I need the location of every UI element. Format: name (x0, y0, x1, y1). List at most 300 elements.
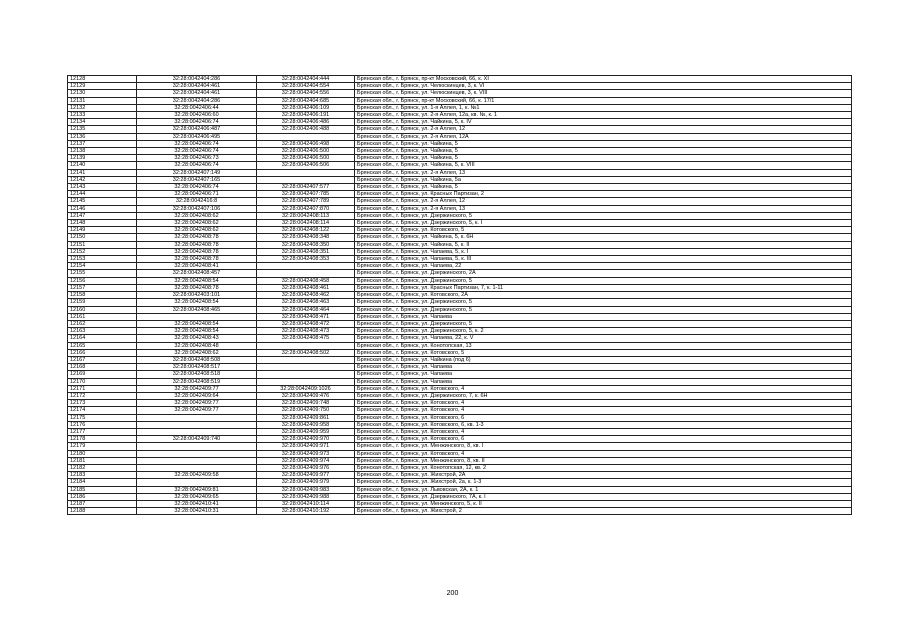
address-cell: Брянская обл., г. Брянск, ул. Жихстрой, 2а, к. 1-3 (355, 479, 852, 486)
table-row (68, 270, 852, 277)
table-row (68, 378, 852, 385)
row-number-cell: 12166 (68, 349, 137, 356)
table-row (68, 493, 852, 500)
object-cadastral-number-cell: 32:28:0042408:471 (257, 313, 355, 320)
cadastral-number-cell: 32:28:0042408:62 (137, 220, 257, 227)
cadastral-number-cell: 32:28:0042416:8 (137, 198, 257, 205)
row-number-cell: 12176 (68, 421, 137, 428)
object-cadastral-number-cell: 32:28:0042410:192 (257, 508, 355, 515)
table-row (68, 349, 852, 356)
row-number-cell: 12174 (68, 407, 137, 414)
cadastral-number-cell: 32:28:0042410:41 (137, 500, 257, 507)
cadastral-number-cell (137, 457, 257, 464)
row-number-cell: 12139 (68, 155, 137, 162)
table-row (68, 148, 852, 155)
object-cadastral-number-cell: 32:28:0042409:977 (257, 472, 355, 479)
row-number-cell: 12145 (68, 198, 137, 205)
object-cadastral-number-cell: 32:28:0042408:353 (257, 256, 355, 263)
object-cadastral-number-cell: 32:28:0042409:979 (257, 479, 355, 486)
cadastral-number-cell: 32:28:0042409:77 (137, 385, 257, 392)
object-cadastral-number-cell: 32:28:0042410:114 (257, 500, 355, 507)
address-cell: Брянская обл., г. Брянск, ул. Чапаева, 5, к. I (355, 248, 852, 255)
table-row (68, 292, 852, 299)
object-cadastral-number-cell: 32:28:0042407:870 (257, 205, 355, 212)
address-cell: Брянская обл., г. Брянск, ул. 2-я Аллея, 12а, кв. №, к. 1 (355, 112, 852, 119)
row-number-cell: 12178 (68, 436, 137, 443)
row-number-cell: 12168 (68, 364, 137, 371)
page-number: 200 (446, 590, 459, 597)
table-row (68, 464, 852, 471)
row-number-cell: 12157 (68, 284, 137, 291)
table-row (68, 299, 852, 306)
cadastral-number-cell: 32:28:0042409:58 (137, 472, 257, 479)
row-number-cell: 12136 (68, 133, 137, 140)
object-cadastral-number-cell (257, 371, 355, 378)
row-number-cell: 12137 (68, 140, 137, 147)
cadastral-number-cell: 32:28:0042407:165 (137, 176, 257, 183)
object-cadastral-number-cell: 32:28:0042409:476 (257, 392, 355, 399)
object-cadastral-number-cell (257, 356, 355, 363)
table-row (68, 472, 852, 479)
row-number-cell: 12188 (68, 508, 137, 515)
object-cadastral-number-cell (257, 263, 355, 270)
row-number-cell: 12140 (68, 162, 137, 169)
row-number-cell: 12154 (68, 263, 137, 270)
cadastral-number-cell: 32:28:0042408:465 (137, 306, 257, 313)
address-cell: Брянская обл., г. Брянск, пр-кт Московский, 66, к. XI (355, 76, 852, 83)
address-cell: Брянская обл., г. Брянск, ул. Конотопская, 12, кв. 2 (355, 464, 852, 471)
row-number-cell: 12173 (68, 400, 137, 407)
object-cadastral-number-cell: 32:28:0042406:500 (257, 148, 355, 155)
object-cadastral-number-cell: 32:28:0042409:748 (257, 400, 355, 407)
object-cadastral-number-cell: 32:28:0042406:109 (257, 104, 355, 111)
object-cadastral-number-cell: 32:28:0042408:502 (257, 349, 355, 356)
cadastral-number-cell (137, 464, 257, 471)
cadastral-number-cell: 32:28:0042407:149 (137, 169, 257, 176)
object-cadastral-number-cell: 32:28:0042409:983 (257, 486, 355, 493)
address-cell: Брянская обл., г. Брянск, ул. 2-я Аллея, 12А (355, 133, 852, 140)
address-cell: Брянская обл., г. Брянск, ул. Львовская, 2А, к. 1 (355, 486, 852, 493)
address-cell: Брянская обл., г. Брянск, ул. Менжинского, 8, кв. I (355, 443, 852, 450)
registry-table (67, 75, 852, 515)
address-cell: Брянская обл., г. Брянск, ул. 2-я Аллея, 12 (355, 126, 852, 133)
object-cadastral-number-cell: 32:28:0042409:988 (257, 493, 355, 500)
object-cadastral-number-cell: 32:28:0042409:971 (257, 443, 355, 450)
address-cell: Брянская обл., г. Брянск, ул. Котовского, 4 (355, 400, 852, 407)
object-cadastral-number-cell (257, 378, 355, 385)
table-row (68, 313, 852, 320)
address-cell: Брянская обл., г. Брянск, ул. Челюскинцев, 3, к. VIII (355, 90, 852, 97)
object-cadastral-number-cell: 32:28:0042408:458 (257, 277, 355, 284)
address-cell: Брянская обл., г. Брянск, ул. Жихстрой, 2 (355, 508, 852, 515)
object-cadastral-number-cell (257, 169, 355, 176)
row-number-cell: 12183 (68, 472, 137, 479)
row-number-cell: 12180 (68, 450, 137, 457)
table-row (68, 320, 852, 327)
table-row (68, 176, 852, 183)
object-cadastral-number-cell: 32:28:0042407:785 (257, 191, 355, 198)
cadastral-number-cell: 32:28:0042408:54 (137, 299, 257, 306)
cadastral-number-cell: 32:28:0042408:78 (137, 256, 257, 263)
row-number-cell: 12177 (68, 428, 137, 435)
row-number-cell: 12149 (68, 227, 137, 234)
object-cadastral-number-cell: 32:28:0042406:488 (257, 126, 355, 133)
address-cell: Брянская обл., г. Брянск, ул. Менжинского, 8, кв. II (355, 457, 852, 464)
object-cadastral-number-cell: 32:28:0042409:1026 (257, 385, 355, 392)
cadastral-number-cell: 32:28:0042408:54 (137, 328, 257, 335)
address-cell: Брянская обл., г. Брянск, ул. Чайкина, 5 (355, 155, 852, 162)
cadastral-number-cell: 32:28:0042406:74 (137, 162, 257, 169)
cadastral-number-cell: 32:28:0042408:517 (137, 364, 257, 371)
object-cadastral-number-cell: 32:28:0042408:462 (257, 292, 355, 299)
object-cadastral-number-cell (257, 270, 355, 277)
row-number-cell: 12156 (68, 277, 137, 284)
address-cell: Брянская обл., г. Брянск, ул. 2-я Аллея, 12 (355, 198, 852, 205)
row-number-cell: 12152 (68, 248, 137, 255)
address-cell: Брянская обл., г. Брянск, ул. Котовского, 5 (355, 349, 852, 356)
cadastral-number-cell: 32:28:0042408:54 (137, 320, 257, 327)
object-cadastral-number-cell (257, 176, 355, 183)
address-cell: Брянская обл., г. Брянск, ул. 2-я Аллея, 13 (355, 169, 852, 176)
address-cell: Брянская обл., г. Брянск, ул. Чайкина, 5 (355, 140, 852, 147)
cadastral-number-cell: 32:28:0042406:74 (137, 184, 257, 191)
object-cadastral-number-cell: 32:28:0042408:348 (257, 234, 355, 241)
object-cadastral-number-cell: 32:28:0042404:556 (257, 90, 355, 97)
table-row (68, 76, 852, 83)
row-number-cell: 12170 (68, 378, 137, 385)
row-number-cell: 12131 (68, 97, 137, 104)
table-row (68, 414, 852, 421)
address-cell: Брянская обл., г. Брянск, ул. Чапаева (355, 313, 852, 320)
row-number-cell: 12182 (68, 464, 137, 471)
object-cadastral-number-cell: 32:28:0042409:861 (257, 414, 355, 421)
object-cadastral-number-cell: 32:28:0042406:500 (257, 155, 355, 162)
address-cell: Брянская обл., г. Брянск, ул. Чайкина, 5 (355, 184, 852, 191)
table-row (68, 205, 852, 212)
cadastral-number-cell: 32:28:0042408:457 (137, 270, 257, 277)
address-cell: Брянская обл., г. Брянск, ул. Чапаева, 5, к. III (355, 256, 852, 263)
address-cell: Брянская обл., г. Брянск, ул. Чайкина, 5, к. II (355, 241, 852, 248)
address-cell: Брянская обл., г. Брянск, ул. Конотопская, 13 (355, 342, 852, 349)
cadastral-number-cell: 32:28:0042406:44 (137, 104, 257, 111)
table-row (68, 450, 852, 457)
row-number-cell: 12164 (68, 335, 137, 342)
cadastral-number-cell: 32:28:0042406:60 (137, 112, 257, 119)
address-cell: Брянская обл., г. Брянск, ул. Котовского, 2А (355, 292, 852, 299)
object-cadastral-number-cell: 32:28:0042409:973 (257, 450, 355, 457)
address-cell: Брянская обл., г. Брянск, ул. Дзержинского, 5 (355, 277, 852, 284)
cadastral-number-cell: 32:28:0042406:74 (137, 140, 257, 147)
row-number-cell: 12134 (68, 119, 137, 126)
object-cadastral-number-cell: 32:28:0042406:506 (257, 162, 355, 169)
address-cell: Брянская обл., г. Брянск, ул. Дзержинского, 5, к. 2 (355, 328, 852, 335)
registry-table-body (68, 76, 852, 515)
table-row (68, 508, 852, 515)
cadastral-number-cell (137, 428, 257, 435)
object-cadastral-number-cell: 32:28:0042407:577 (257, 184, 355, 191)
table-row (68, 421, 852, 428)
row-number-cell: 12147 (68, 212, 137, 219)
row-number-cell: 12130 (68, 90, 137, 97)
cadastral-number-cell: 32:28:0042408:41 (137, 263, 257, 270)
object-cadastral-number-cell: 32:28:0042407:789 (257, 198, 355, 205)
cadastral-number-cell: 32:28:0042407:106 (137, 205, 257, 212)
row-number-cell: 12144 (68, 191, 137, 198)
row-number-cell: 12150 (68, 234, 137, 241)
row-number-cell: 12186 (68, 493, 137, 500)
row-number-cell: 12158 (68, 292, 137, 299)
table-row (68, 457, 852, 464)
row-number-cell: 12135 (68, 126, 137, 133)
address-cell: Брянская обл., г. Брянск, ул. Чайкина, 5а (355, 176, 852, 183)
cadastral-number-cell: 32:28:0042408:508 (137, 356, 257, 363)
address-cell: Брянская обл., г. Брянск, ул. Дзержинского, 5, к. I (355, 220, 852, 227)
object-cadastral-number-cell: 32:28:0042408:463 (257, 299, 355, 306)
table-row (68, 97, 852, 104)
address-cell: Брянская обл., г. Брянск, ул. Чапаева (355, 364, 852, 371)
row-number-cell: 12175 (68, 414, 137, 421)
object-cadastral-number-cell: 32:28:0042409:750 (257, 407, 355, 414)
row-number-cell: 12132 (68, 104, 137, 111)
table-row (68, 479, 852, 486)
address-cell: Брянская обл., г. Брянск, ул. Челюскинцев, 3, к. VI (355, 83, 852, 90)
table-row (68, 126, 852, 133)
cadastral-number-cell: 32:28:0042410:31 (137, 508, 257, 515)
address-cell: Брянская обл., г. Брянск, ул. Котовского, 5 (355, 227, 852, 234)
object-cadastral-number-cell: 32:28:0042409:970 (257, 436, 355, 443)
table-row (68, 328, 852, 335)
address-cell: Брянская обл., г. Брянск, ул. Чайкина, 5, к. VIII (355, 162, 852, 169)
address-cell: Брянская обл., г. Брянск, ул. Чайкина, 5, к. 6Н (355, 234, 852, 241)
object-cadastral-number-cell: 32:28:0042408:351 (257, 248, 355, 255)
row-number-cell: 12141 (68, 169, 137, 176)
table-row (68, 112, 852, 119)
address-cell: Брянская обл., г. Брянск, ул. Чапаева, 22, к. V (355, 335, 852, 342)
row-number-cell: 12151 (68, 241, 137, 248)
object-cadastral-number-cell: 32:28:0042406:486 (257, 119, 355, 126)
cadastral-number-cell: 32:28:0042409:77 (137, 407, 257, 414)
object-cadastral-number-cell: 32:28:0042406:191 (257, 112, 355, 119)
cadastral-number-cell (137, 450, 257, 457)
row-number-cell: 12155 (68, 270, 137, 277)
cadastral-number-cell (137, 313, 257, 320)
address-cell: Брянская обл., г. Брянск, ул. Красных Партизан, 7, к. 1-11 (355, 284, 852, 291)
object-cadastral-number-cell (257, 364, 355, 371)
table-row (68, 241, 852, 248)
object-cadastral-number-cell: 32:28:0042408:350 (257, 241, 355, 248)
object-cadastral-number-cell: 32:28:0042404:444 (257, 76, 355, 83)
row-number-cell: 12169 (68, 371, 137, 378)
row-number-cell: 12153 (68, 256, 137, 263)
object-cadastral-number-cell: 32:28:0042404:685 (257, 97, 355, 104)
object-cadastral-number-cell: 32:28:0042408:461 (257, 284, 355, 291)
table-row (68, 227, 852, 234)
table-row (68, 486, 852, 493)
address-cell: Брянская обл., г. Брянск, ул. Котовского, 4 (355, 407, 852, 414)
table-row (68, 400, 852, 407)
address-cell: Брянская обл., г. Брянск, ул. Дзержинского, 7А, к. I (355, 493, 852, 500)
table-row (68, 371, 852, 378)
address-cell: Брянская обл., г. Брянск, ул. Котовского, 6 (355, 414, 852, 421)
cadastral-number-cell: 32:28:0042406:74 (137, 119, 257, 126)
row-number-cell: 12171 (68, 385, 137, 392)
table-row (68, 436, 852, 443)
table-row (68, 220, 852, 227)
row-number-cell: 12187 (68, 500, 137, 507)
address-cell: Брянская обл., г. Брянск, пр-кт Московский, 66, к. 17/1 (355, 97, 852, 104)
cadastral-number-cell (137, 421, 257, 428)
row-number-cell: 12165 (68, 342, 137, 349)
cadastral-number-cell: 32:28:0042406:487 (137, 126, 257, 133)
table-row (68, 392, 852, 399)
table-row (68, 284, 852, 291)
table-row (68, 169, 852, 176)
table-row (68, 407, 852, 414)
cadastral-number-cell: 32:28:0042408:78 (137, 234, 257, 241)
cadastral-number-cell: 32:28:0042409:81 (137, 486, 257, 493)
cadastral-number-cell: 32:28:0042409:77 (137, 400, 257, 407)
row-number-cell: 12163 (68, 328, 137, 335)
address-cell: Брянская обл., г. Брянск, ул. Дзержинского, 5 (355, 306, 852, 313)
table-row (68, 256, 852, 263)
table-row (68, 356, 852, 363)
object-cadastral-number-cell: 32:28:0042408:113 (257, 212, 355, 219)
cadastral-number-cell: 32:28:0042404:461 (137, 83, 257, 90)
cadastral-number-cell: 32:28:0042408:518 (137, 371, 257, 378)
cadastral-number-cell: 32:28:0042408:62 (137, 349, 257, 356)
row-number-cell: 12133 (68, 112, 137, 119)
table-row (68, 342, 852, 349)
row-number-cell: 12159 (68, 299, 137, 306)
cadastral-number-cell: 32:28:0042408:54 (137, 277, 257, 284)
table-row (68, 119, 852, 126)
object-cadastral-number-cell: 32:28:0042408:475 (257, 335, 355, 342)
row-number-cell: 12142 (68, 176, 137, 183)
address-cell: Брянская обл., г. Брянск, ул. Дзержинского, 7, к. 6Н (355, 392, 852, 399)
address-cell: Брянская обл., г. Брянск, ул. Дзержинского, 2А (355, 270, 852, 277)
cadastral-number-cell: 32:28:0042408:43 (137, 335, 257, 342)
row-number-cell: 12160 (68, 306, 137, 313)
cadastral-number-cell: 32:28:0042408:78 (137, 284, 257, 291)
row-number-cell: 12129 (68, 83, 137, 90)
address-cell: Брянская обл., г. Брянск, ул. Дзержинского, 5 (355, 320, 852, 327)
cadastral-number-cell: 32:28:0042406:495 (137, 133, 257, 140)
address-cell: Брянская обл., г. Брянск, ул. Менжинского, 5, к. II (355, 500, 852, 507)
cadastral-number-cell: 32:28:0042409:740 (137, 436, 257, 443)
table-row (68, 212, 852, 219)
cadastral-number-cell (137, 414, 257, 421)
cadastral-number-cell (137, 479, 257, 486)
object-cadastral-number-cell: 32:28:0042409:959 (257, 428, 355, 435)
address-cell: Брянская обл., г. Брянск, ул. Жихстрой, 2А (355, 472, 852, 479)
table-row (68, 443, 852, 450)
cadastral-number-cell: 32:28:0042403:101 (137, 292, 257, 299)
cadastral-number-cell: 32:28:0042409:65 (137, 493, 257, 500)
address-cell: Брянская обл., г. Брянск, ул. Чапаева (355, 371, 852, 378)
address-cell: Брянская обл., г. Брянск, ул. Котовского, 4 (355, 428, 852, 435)
row-number-cell: 12143 (68, 184, 137, 191)
row-number-cell: 12181 (68, 457, 137, 464)
table-row (68, 263, 852, 270)
cadastral-number-cell: 32:28:0042404:286 (137, 76, 257, 83)
cadastral-number-cell: 32:28:0042404:286 (137, 97, 257, 104)
cadastral-number-cell (137, 443, 257, 450)
table-row (68, 385, 852, 392)
cadastral-number-cell: 32:28:0042408:62 (137, 212, 257, 219)
object-cadastral-number-cell (257, 342, 355, 349)
object-cadastral-number-cell (257, 133, 355, 140)
row-number-cell: 12146 (68, 205, 137, 212)
object-cadastral-number-cell: 32:28:0042409:958 (257, 421, 355, 428)
address-cell: Брянская обл., г. Брянск, ул. Красных Партизан, 2 (355, 191, 852, 198)
address-cell: Брянская обл., г. Брянск, ул. Чапаева, 22 (355, 263, 852, 270)
table-row (68, 83, 852, 90)
row-number-cell: 12148 (68, 220, 137, 227)
row-number-cell: 12167 (68, 356, 137, 363)
address-cell: Брянская обл., г. Брянск, ул. Чайкина, 5, к. IV (355, 119, 852, 126)
row-number-cell: 12185 (68, 486, 137, 493)
object-cadastral-number-cell: 32:28:0042408:464 (257, 306, 355, 313)
address-cell: Брянская обл., г. Брянск, ул. Котовского, 6 (355, 436, 852, 443)
table-row (68, 364, 852, 371)
row-number-cell: 12128 (68, 76, 137, 83)
table-row (68, 155, 852, 162)
table-row (68, 306, 852, 313)
object-cadastral-number-cell: 32:28:0042408:472 (257, 320, 355, 327)
row-number-cell: 12162 (68, 320, 137, 327)
address-cell: Брянская обл., г. Брянск, ул. Дзержинского, 5 (355, 299, 852, 306)
cadastral-number-cell: 32:28:0042408:48 (137, 342, 257, 349)
table-row (68, 500, 852, 507)
cadastral-number-cell: 32:28:0042406:74 (137, 148, 257, 155)
cadastral-number-cell: 32:28:0042404:461 (137, 90, 257, 97)
address-cell: Брянская обл., г. Брянск, ул. Котовского, 4 (355, 450, 852, 457)
cadastral-number-cell: 32:28:0042408:78 (137, 241, 257, 248)
address-cell: Брянская обл., г. Брянск, ул. Чайкина (под 6) (355, 356, 852, 363)
object-cadastral-number-cell: 32:28:0042408:473 (257, 328, 355, 335)
table-row (68, 133, 852, 140)
address-cell: Брянская обл., г. Брянск, ул. Чапаева (355, 378, 852, 385)
table-row (68, 184, 852, 191)
cadastral-number-cell: 32:28:0042408:519 (137, 378, 257, 385)
row-number-cell: 12161 (68, 313, 137, 320)
table-row (68, 162, 852, 169)
address-cell: Брянская обл., г. Брянск, ул. 2-я Аллея, 13 (355, 205, 852, 212)
table-row (68, 234, 852, 241)
address-cell: Брянская обл., г. Брянск, ул. Чайкина, 5 (355, 148, 852, 155)
row-number-cell: 12184 (68, 479, 137, 486)
address-cell: Брянская обл., г. Брянск, ул. 1-я Аллея, 1, к. №1 (355, 104, 852, 111)
table-row (68, 198, 852, 205)
table-row (68, 140, 852, 147)
table-row (68, 248, 852, 255)
object-cadastral-number-cell: 32:28:0042408:114 (257, 220, 355, 227)
object-cadastral-number-cell: 32:28:0042409:974 (257, 457, 355, 464)
address-cell: Брянская обл., г. Брянск, ул. Котовского, 4 (355, 385, 852, 392)
cadastral-number-cell: 32:28:0042408:62 (137, 227, 257, 234)
table-row (68, 104, 852, 111)
address-cell: Брянская обл., г. Брянск, ул. Дзержинского, 5 (355, 212, 852, 219)
table-row (68, 335, 852, 342)
object-cadastral-number-cell: 32:28:0042409:976 (257, 464, 355, 471)
cadastral-number-cell: 32:28:0042406:73 (137, 155, 257, 162)
object-cadastral-number-cell: 32:28:0042406:498 (257, 140, 355, 147)
table-row (68, 191, 852, 198)
row-number-cell: 12138 (68, 148, 137, 155)
address-cell: Брянская обл., г. Брянск, ул. Котовского, 6, кв. 1-3 (355, 421, 852, 428)
cadastral-number-cell: 32:28:0042409:64 (137, 392, 257, 399)
table-row (68, 428, 852, 435)
